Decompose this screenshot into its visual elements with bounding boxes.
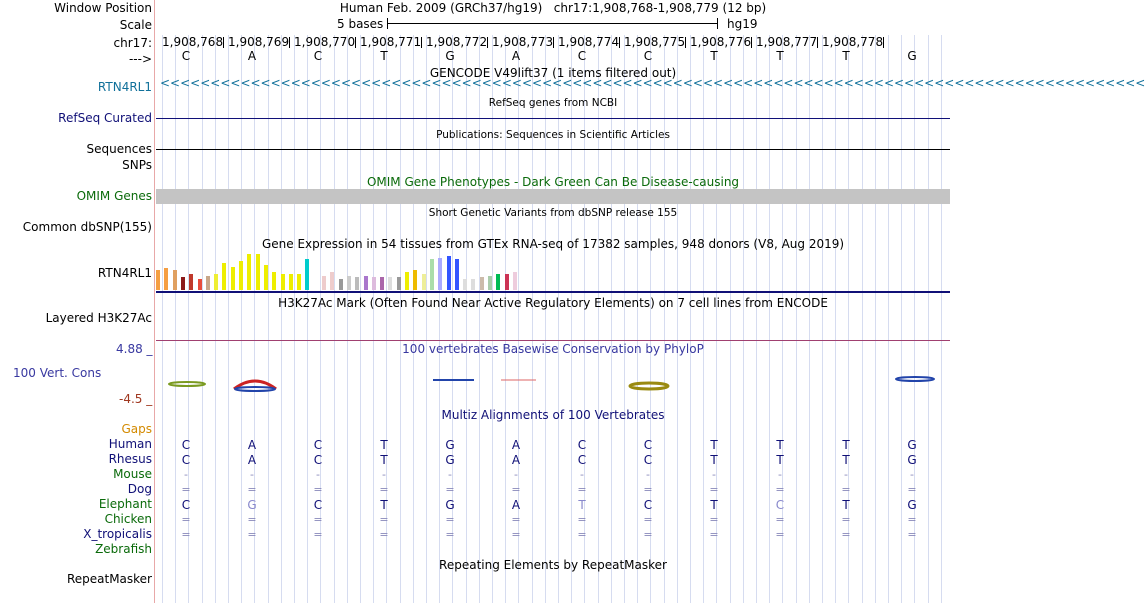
multiz-base: = bbox=[379, 483, 389, 496]
gtex-tissue-bar[interactable] bbox=[164, 268, 168, 290]
gtex-tissue-bar[interactable] bbox=[405, 272, 409, 290]
ruler-tick bbox=[487, 37, 488, 48]
multiz-base: T bbox=[710, 453, 718, 467]
multiz-base: G bbox=[907, 498, 917, 512]
multiz-base: - bbox=[382, 468, 386, 481]
conservation-plot[interactable] bbox=[156, 370, 950, 400]
gtex-tissue-bar[interactable] bbox=[339, 279, 343, 290]
refseq-gene-feature[interactable] bbox=[156, 118, 950, 119]
multiz-base: T bbox=[842, 453, 850, 467]
multiz-base: = bbox=[379, 513, 389, 526]
gtex-track-title[interactable]: Gene Expression in 54 tissues from GTEx RNA-seq of 17382 samples, 948 donors (V8, Aug 2019) bbox=[261, 237, 845, 251]
gtex-tissue-bar[interactable] bbox=[496, 274, 500, 290]
gtex-tissue-bar[interactable] bbox=[430, 259, 434, 290]
gtex-tissue-bar[interactable] bbox=[413, 270, 417, 290]
h3k27ac-baseline bbox=[156, 340, 950, 341]
guide-line bbox=[334, 35, 335, 603]
repeatmasker-label[interactable]: RepeatMasker bbox=[66, 572, 152, 586]
multiz-species-label[interactable]: Chicken bbox=[104, 512, 152, 526]
guide-line bbox=[743, 35, 744, 603]
ruler-tick bbox=[553, 37, 554, 48]
guide-line bbox=[215, 35, 216, 603]
gtex-tissue-bar[interactable] bbox=[239, 261, 243, 290]
multiz-base: - bbox=[250, 468, 254, 481]
multiz-base: = bbox=[709, 513, 719, 526]
base-letter: C bbox=[643, 49, 653, 63]
ruler-tick bbox=[883, 37, 884, 48]
ruler-tick bbox=[751, 37, 752, 48]
multiz-base: C bbox=[313, 438, 323, 452]
ruler-position-label: 1,908,768 bbox=[162, 35, 224, 49]
guide-line bbox=[413, 35, 414, 603]
multiz-base: = bbox=[511, 528, 521, 541]
multiz-base: = bbox=[445, 483, 455, 496]
multiz-base: - bbox=[778, 468, 782, 481]
ruler-position-label: 1,908,777 bbox=[756, 35, 818, 49]
h3k27ac-track-title[interactable]: H3K27Ac Mark (Often Found Near Active Regulatory Elements) on 7 cell lines from ENCODE bbox=[278, 296, 828, 310]
multiz-base: = bbox=[709, 483, 719, 496]
multiz-base: = bbox=[181, 528, 191, 541]
base-letter: T bbox=[842, 49, 850, 63]
guide-line bbox=[941, 35, 942, 603]
guide-line bbox=[611, 35, 612, 603]
conservation-mark-6 bbox=[630, 383, 668, 389]
repeatmasker-track-title[interactable]: Repeating Elements by RepeatMasker bbox=[439, 558, 667, 572]
omim-feature-bar[interactable] bbox=[156, 189, 950, 204]
multiz-base: = bbox=[247, 528, 257, 541]
multiz-track-title[interactable]: Multiz Alignments of 100 Vertebrates bbox=[441, 408, 665, 422]
guide-line bbox=[558, 35, 559, 603]
multiz-base: = bbox=[775, 513, 785, 526]
multiz-base: - bbox=[184, 468, 188, 481]
base-letter: G bbox=[445, 49, 455, 63]
guide-line bbox=[228, 35, 229, 603]
multiz-species-label[interactable]: Dog bbox=[127, 482, 152, 496]
multiz-base: = bbox=[577, 483, 587, 496]
gtex-tissue-bar[interactable] bbox=[231, 267, 235, 290]
publications-feature[interactable] bbox=[156, 149, 950, 150]
multiz-base: G bbox=[907, 438, 917, 452]
multiz-base: = bbox=[181, 513, 191, 526]
multiz-base: T bbox=[710, 498, 718, 512]
multiz-base: = bbox=[445, 528, 455, 541]
scale-bar-end bbox=[717, 18, 718, 29]
chromosome-label: chr17: bbox=[113, 36, 152, 50]
ruler-position-label: 1,908,776 bbox=[690, 35, 752, 49]
multiz-base: C bbox=[181, 438, 191, 452]
gtex-tissue-bar[interactable] bbox=[297, 274, 301, 290]
gtex-gene-line bbox=[156, 291, 950, 293]
gtex-tissue-bar[interactable] bbox=[264, 265, 268, 290]
gtex-tissue-bar[interactable] bbox=[189, 274, 193, 290]
multiz-base: T bbox=[380, 438, 388, 452]
multiz-base: = bbox=[907, 528, 917, 541]
guide-line bbox=[400, 35, 401, 603]
gtex-tissue-bar[interactable] bbox=[505, 274, 509, 290]
guide-line bbox=[294, 35, 295, 603]
guide-line bbox=[466, 35, 467, 603]
omim-label[interactable]: OMIM Genes bbox=[76, 189, 152, 203]
multiz-base: = bbox=[313, 528, 323, 541]
dbsnp-track-title[interactable]: Short Genetic Variants from dbSNP release 155 bbox=[428, 207, 678, 219]
multiz-base: = bbox=[511, 483, 521, 496]
multiz-base: T bbox=[776, 438, 784, 452]
multiz-base: - bbox=[580, 468, 584, 481]
ruler-position-label: 1,908,771 bbox=[360, 35, 422, 49]
multiz-base: T bbox=[578, 498, 586, 512]
conservation-mark-1 bbox=[169, 382, 205, 386]
scale-text: 5 bases bbox=[337, 17, 384, 31]
ruler-tick bbox=[289, 37, 290, 48]
guide-line bbox=[822, 35, 823, 603]
multiz-base: = bbox=[247, 483, 257, 496]
publications-track-title[interactable]: Publications: Sequences in Scientific Articles bbox=[436, 129, 670, 141]
conservation-mark-3 bbox=[235, 387, 275, 391]
gtex-tissue-bar[interactable] bbox=[480, 277, 484, 290]
conservation-max-label: 4.88 _ bbox=[116, 342, 153, 356]
multiz-base: C bbox=[313, 498, 323, 512]
gtex-tissue-bar[interactable] bbox=[364, 276, 368, 290]
ruler-position-label: 1,908,774 bbox=[558, 35, 620, 49]
multiz-base: T bbox=[380, 498, 388, 512]
guide-line bbox=[162, 35, 163, 603]
multiz-base: C bbox=[181, 453, 191, 467]
conservation-track-title[interactable]: 100 vertebrates Basewise Conservation by PhyloP bbox=[402, 342, 704, 356]
multiz-base: - bbox=[514, 468, 518, 481]
gtex-tissue-bar[interactable] bbox=[347, 276, 351, 290]
multiz-species-label[interactable]: Mouse bbox=[113, 467, 152, 481]
multiz-species-label[interactable]: Human bbox=[108, 437, 152, 451]
gtex-tissue-bar[interactable] bbox=[438, 258, 442, 290]
guide-line bbox=[730, 35, 731, 603]
multiz-base: - bbox=[646, 468, 650, 481]
multiz-base: C bbox=[643, 453, 653, 467]
gtex-tissue-bar[interactable] bbox=[198, 279, 202, 290]
ruler-position-label: 1,908,770 bbox=[294, 35, 356, 49]
conservation-label[interactable]: 100 Vert. Cons bbox=[13, 366, 102, 380]
gtex-tissue-bar[interactable] bbox=[222, 263, 226, 290]
gtex-tissue-bar[interactable] bbox=[214, 274, 218, 290]
multiz-base: = bbox=[775, 528, 785, 541]
gtex-tissue-bar[interactable] bbox=[422, 274, 426, 290]
multiz-base: C bbox=[313, 453, 323, 467]
multiz-base: C bbox=[643, 498, 653, 512]
ruler-position-label: 1,908,772 bbox=[426, 35, 488, 49]
guide-line bbox=[796, 35, 797, 603]
guide-line bbox=[690, 35, 691, 603]
gtex-tissue-bar[interactable] bbox=[156, 270, 160, 290]
gtex-tissue-bar[interactable] bbox=[355, 277, 359, 290]
base-letter: C bbox=[181, 49, 191, 63]
gtex-tissue-bar[interactable] bbox=[455, 259, 459, 290]
multiz-species-label[interactable]: X_tropicalis bbox=[83, 527, 152, 541]
guide-line bbox=[677, 35, 678, 603]
strand-arrow-label: ---> bbox=[128, 52, 152, 66]
multiz-species-label[interactable]: Rhesus bbox=[108, 452, 152, 466]
multiz-base: = bbox=[841, 513, 851, 526]
h3k27ac-label[interactable]: Layered H3K27Ac bbox=[45, 311, 152, 325]
multiz-base: = bbox=[841, 483, 851, 496]
gtex-tissue-bar[interactable] bbox=[256, 254, 260, 290]
guide-line bbox=[202, 35, 203, 603]
assembly-position-title: Human Feb. 2009 (GRCh37/hg19) chr17:1,908,768-1,908,779 (12 bp) bbox=[339, 1, 767, 15]
gtex-tissue-bar[interactable] bbox=[513, 272, 517, 290]
guide-line bbox=[809, 35, 810, 603]
base-letter: T bbox=[380, 49, 388, 63]
guide-line bbox=[492, 35, 493, 603]
guide-lines bbox=[156, 35, 1145, 603]
multiz-species-label[interactable]: Zebrafish bbox=[95, 542, 152, 556]
guide-line bbox=[928, 35, 929, 603]
multiz-base: - bbox=[316, 468, 320, 481]
multiz-base: = bbox=[577, 513, 587, 526]
multiz-base: G bbox=[445, 438, 455, 452]
gtex-tissue-bar[interactable] bbox=[181, 277, 185, 290]
multiz-base: = bbox=[181, 483, 191, 496]
gtex-tissue-bar[interactable] bbox=[330, 272, 334, 290]
conservation-mark-7 bbox=[896, 377, 934, 381]
gtex-tissue-bar[interactable] bbox=[380, 277, 384, 290]
refseq-label[interactable]: RefSeq Curated bbox=[58, 111, 152, 125]
multiz-base: A bbox=[247, 438, 257, 452]
gtex-tissue-bar[interactable] bbox=[463, 279, 467, 290]
gtex-tissue-bar[interactable] bbox=[281, 274, 285, 290]
ruler-position-label: 1,908,775 bbox=[624, 35, 686, 49]
multiz-base: = bbox=[907, 513, 917, 526]
base-letter: G bbox=[907, 49, 917, 63]
base-letter: A bbox=[511, 49, 521, 63]
ruler-tick bbox=[355, 37, 356, 48]
gtex-tissue-bar[interactable] bbox=[247, 254, 251, 290]
multiz-base: = bbox=[907, 483, 917, 496]
multiz-base: C bbox=[643, 438, 653, 452]
multiz-base: T bbox=[710, 438, 718, 452]
ruler-position-label: 1,908,778 bbox=[822, 35, 884, 49]
base-letter: A bbox=[247, 49, 257, 63]
ruler-position-label: 1,908,773 bbox=[492, 35, 554, 49]
multiz-base: - bbox=[910, 468, 914, 481]
gencode-track-title[interactable]: GENCODE V49lift37 (1 items filtered out) bbox=[429, 66, 677, 80]
multiz-base: = bbox=[577, 528, 587, 541]
sequences-label[interactable]: Sequences bbox=[86, 142, 152, 156]
multiz-base: A bbox=[511, 498, 521, 512]
gtex-tissue-bar[interactable] bbox=[488, 276, 492, 290]
multiz-base: G bbox=[445, 453, 455, 467]
multiz-base: A bbox=[511, 453, 521, 467]
guide-line bbox=[360, 35, 361, 603]
guide-line bbox=[347, 35, 348, 603]
guide-line bbox=[281, 35, 282, 603]
guide-line bbox=[888, 35, 889, 603]
gtex-tissue-bar[interactable] bbox=[173, 270, 177, 290]
multiz-base: = bbox=[841, 528, 851, 541]
multiz-base: = bbox=[643, 513, 653, 526]
ruler-position-label: 1,908,769 bbox=[228, 35, 290, 49]
multiz-base: C bbox=[577, 438, 587, 452]
multiz-base: = bbox=[511, 513, 521, 526]
multiz-base: A bbox=[247, 453, 257, 467]
guide-line bbox=[268, 35, 269, 603]
multiz-base: A bbox=[511, 438, 521, 452]
gtex-tissue-bar[interactable] bbox=[471, 279, 475, 290]
multiz-base: - bbox=[844, 468, 848, 481]
multiz-base: = bbox=[379, 528, 389, 541]
guide-line bbox=[545, 35, 546, 603]
multiz-base: T bbox=[380, 453, 388, 467]
gtex-tissue-bar[interactable] bbox=[322, 276, 326, 290]
window-position-label: Window Position bbox=[54, 1, 152, 15]
guide-line bbox=[862, 35, 863, 603]
multiz-base: - bbox=[712, 468, 716, 481]
base-letter: T bbox=[710, 49, 718, 63]
scale-label: Scale bbox=[119, 18, 152, 32]
guide-line bbox=[664, 35, 665, 603]
multiz-base: T bbox=[842, 438, 850, 452]
ruler-tick bbox=[817, 37, 818, 48]
guide-line bbox=[598, 35, 599, 603]
multiz-base: = bbox=[643, 528, 653, 541]
multiz-base: G bbox=[907, 453, 917, 467]
conservation-min-label: -4.5 _ bbox=[119, 392, 153, 406]
gtex-tissue-bar[interactable] bbox=[305, 259, 309, 290]
gtex-tissue-bar[interactable] bbox=[397, 277, 401, 290]
scale-bar bbox=[387, 23, 718, 24]
refseq-track-title[interactable]: RefSeq genes from NCBI bbox=[488, 97, 618, 109]
multiz-species-label[interactable]: Gaps bbox=[121, 422, 152, 436]
multiz-base: - bbox=[448, 468, 452, 481]
multiz-base: = bbox=[313, 513, 323, 526]
guide-line bbox=[479, 35, 480, 603]
gtex-gene-label[interactable]: RTN4RL1 bbox=[97, 266, 152, 280]
guide-line bbox=[624, 35, 625, 603]
guide-line bbox=[426, 35, 427, 603]
gtex-tissue-bar[interactable] bbox=[388, 277, 392, 290]
dbsnp-label[interactable]: Common dbSNP(155) bbox=[22, 220, 152, 234]
multiz-base: T bbox=[776, 453, 784, 467]
guide-line bbox=[875, 35, 876, 603]
multiz-base: C bbox=[577, 453, 587, 467]
ruler-tick bbox=[421, 37, 422, 48]
gtex-tissue-bar[interactable] bbox=[206, 276, 210, 290]
multiz-species-label[interactable]: Elephant bbox=[98, 497, 152, 511]
gtex-tissue-bar[interactable] bbox=[372, 277, 376, 290]
multiz-base: = bbox=[313, 483, 323, 496]
multiz-base: C bbox=[775, 498, 785, 512]
ruler-tick bbox=[685, 37, 686, 48]
base-letter: T bbox=[776, 49, 784, 63]
snps-label[interactable]: SNPs bbox=[122, 158, 152, 172]
omim-track-title[interactable]: OMIM Gene Phenotypes - Dark Green Can Be Disease-causing bbox=[366, 175, 740, 189]
label-divider bbox=[154, 0, 155, 603]
gtex-tissue-bar[interactable] bbox=[272, 272, 276, 290]
guide-line bbox=[756, 35, 757, 603]
base-letter: C bbox=[313, 49, 323, 63]
guide-line bbox=[532, 35, 533, 603]
ruler-tick bbox=[223, 37, 224, 48]
gtex-tissue-bar[interactable] bbox=[447, 256, 451, 290]
multiz-base: G bbox=[445, 498, 455, 512]
gtex-expression-chart[interactable] bbox=[156, 252, 556, 290]
multiz-base: = bbox=[775, 483, 785, 496]
gtex-tissue-bar[interactable] bbox=[289, 274, 293, 290]
multiz-base: = bbox=[709, 528, 719, 541]
multiz-base: T bbox=[842, 498, 850, 512]
multiz-base: C bbox=[181, 498, 191, 512]
multiz-base: = bbox=[247, 513, 257, 526]
gencode-gene-feature[interactable]: <<<<<<<<<<<<<<<<<<<<<<<<<<<<<<<<<<<<<<<<<<<<<<<<<<<<<<<<<<<<<<<<<<<<<<<<<<<<<<<<<<<<<<<<<<<<<<<<<< bbox=[160, 76, 1145, 90]
base-letter: C bbox=[577, 49, 587, 63]
scale-db: hg19 bbox=[727, 17, 758, 31]
multiz-base: G bbox=[247, 498, 257, 512]
multiz-base: = bbox=[643, 483, 653, 496]
ruler-tick bbox=[619, 37, 620, 48]
multiz-base: = bbox=[445, 513, 455, 526]
gencode-gene-label[interactable]: RTN4RL1 bbox=[97, 80, 152, 94]
